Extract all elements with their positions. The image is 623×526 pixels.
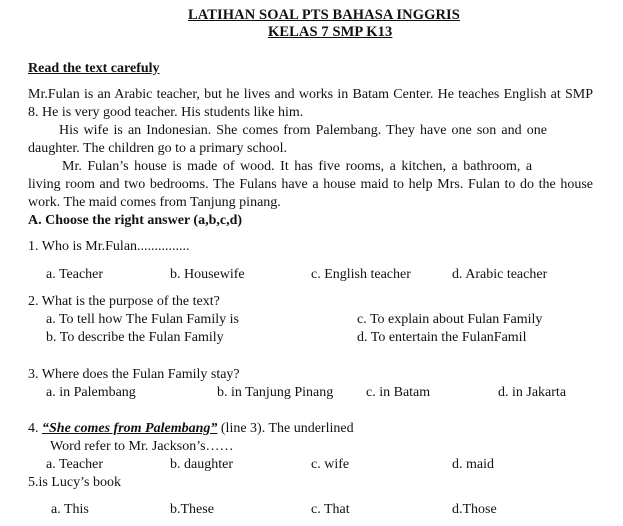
- question-1-option-a[interactable]: a. Teacher: [46, 267, 104, 282]
- question-1-option-c[interactable]: c. English teacher: [311, 267, 411, 282]
- reading-instruction: Read the text carefuly: [28, 61, 160, 76]
- question-1-option-b[interactable]: b. Housewife: [170, 267, 245, 282]
- passage-paragraph-1: Mr.Fulan is an Arabic teacher, but he lives and works in Batam Center. He teaches English at SMP 8. He is very good teacher. His students like him.: [28, 87, 593, 120]
- question-2-option-b[interactable]: b. To describe the Fulan Family: [46, 330, 224, 345]
- worksheet-title: LATIHAN SOAL PTS BAHASA INGGRIS: [188, 7, 460, 23]
- question-1-text: 1. Who is Mr.Fulan...............: [28, 239, 190, 254]
- question-4-text-after: (line 3). The underlined: [217, 421, 354, 436]
- question-5-text: 5.is Lucy’s book: [28, 475, 121, 490]
- passage-paragraph-3-line-1: Mr. Fulan’s house is made of wood. It has five rooms, a kitchen, a bathroom, a: [62, 159, 533, 174]
- question-5-option-b[interactable]: b.These: [170, 502, 214, 517]
- section-a-heading: A. Choose the right answer (a,b,c,d): [28, 213, 243, 228]
- question-4-option-d[interactable]: d. maid: [452, 457, 494, 472]
- question-2-text: 2. What is the purpose of the text?: [28, 294, 220, 309]
- question-4-option-c[interactable]: c. wife: [311, 457, 350, 472]
- question-4-line-2: Word refer to Mr. Jackson’s……: [50, 439, 234, 454]
- question-3-option-a[interactable]: a. in Palembang: [46, 385, 136, 400]
- question-4-quote: “She comes from Palembang”: [42, 421, 218, 436]
- question-3-option-c[interactable]: c. in Batam: [366, 385, 431, 400]
- worksheet-subtitle: KELAS 7 SMP K13: [268, 24, 393, 40]
- question-4-text: [28, 420, 354, 438]
- question-2-option-d[interactable]: d. To entertain the FulanFamil: [357, 330, 527, 345]
- question-3-option-d[interactable]: d. in Jakarta: [498, 385, 567, 400]
- question-5-option-c[interactable]: c. That: [311, 502, 350, 517]
- question-2-option-c[interactable]: c. To explain about Fulan Family: [357, 312, 543, 327]
- question-1-option-d[interactable]: d. Arabic teacher: [452, 267, 548, 282]
- passage-paragraph-2-line-1: His wife is an Indonesian. She comes from Palembang. They have one son and one: [59, 123, 547, 138]
- question-5-option-d[interactable]: d.Those: [452, 502, 497, 517]
- question-2-option-a[interactable]: a. To tell how The Fulan Family is: [46, 312, 239, 327]
- question-4-option-b[interactable]: b. daughter: [170, 457, 233, 472]
- question-3-text: 3. Where does the Fulan Family stay?: [28, 367, 240, 382]
- question-5-option-a[interactable]: a. This: [51, 502, 89, 517]
- passage-paragraph-2-line-2: daughter. The children go to a primary school.: [28, 141, 288, 156]
- question-3-option-b[interactable]: b. in Tanjung Pinang: [217, 385, 334, 400]
- question-4-option-a[interactable]: a. Teacher: [46, 457, 104, 472]
- question-4-number: 4.: [28, 421, 39, 436]
- passage-paragraph-3-rest: living room and two bedrooms. The Fulans have a house maid to help Mrs. Fulan to do the house work. The maid comes from Tanjung pinang.: [28, 177, 593, 210]
